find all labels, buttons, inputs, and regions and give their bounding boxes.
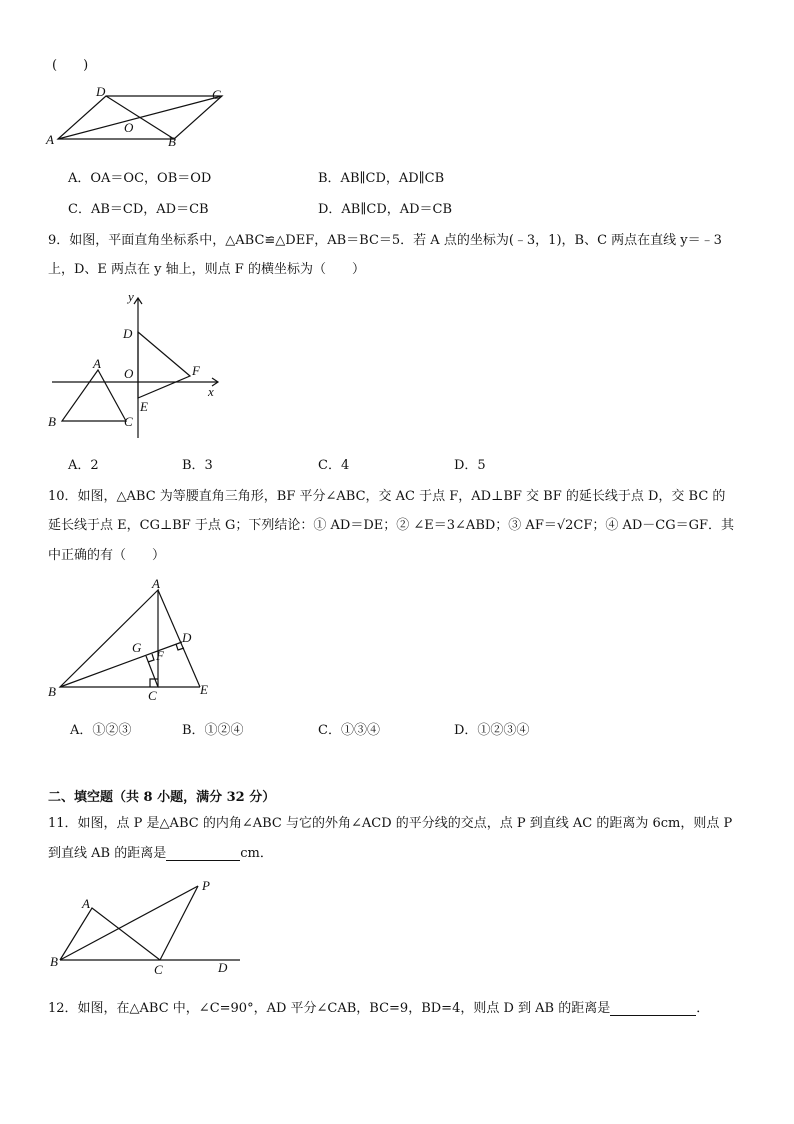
q11-label-p: P xyxy=(202,878,210,893)
q11-line-cp xyxy=(160,886,198,960)
q9-label-b: B xyxy=(48,414,56,429)
q10-label-f: F xyxy=(156,648,164,663)
q8-label-d: D xyxy=(96,84,106,99)
q9-label-y: y xyxy=(128,289,134,304)
q8-parallelogram-figure xyxy=(40,82,240,152)
q9-triangle-def xyxy=(138,332,190,398)
q8-label-b: B xyxy=(168,134,176,149)
q9-option-d[interactable]: D．5 xyxy=(454,458,486,473)
q10-label-d: D xyxy=(182,630,192,645)
q9-option-c[interactable]: C．4 xyxy=(318,458,350,473)
q12-answer-blank[interactable] xyxy=(610,1001,696,1016)
q10-label-e: E xyxy=(200,682,208,697)
q11-label-a: A xyxy=(82,896,90,911)
q10-stem-line1: 10．如图，△ABC 为等腰直角三角形，BF 平分∠ABC，交 AC 于点 F，AD⊥BF 交 BF 的延长线于点 D，交 BC 的 xyxy=(48,489,726,504)
q11-figure xyxy=(40,872,250,982)
q11-stem-prefix: 到直线 AB 的距离是 xyxy=(48,846,167,861)
q8-option-c[interactable]: C．AB＝CD，AD＝CB xyxy=(68,202,209,217)
q9-label-f: F xyxy=(192,363,200,378)
q8-label-a: A xyxy=(46,132,54,147)
q9-label-o: O xyxy=(124,366,134,381)
q11-line-bp xyxy=(60,886,198,960)
q12-stem xyxy=(48,997,709,1016)
q9-label-x: x xyxy=(208,384,214,399)
q10-triangle-abc xyxy=(60,590,158,687)
q11-stem-line2 xyxy=(48,842,273,861)
q10-label-g: G xyxy=(132,640,142,655)
q9-stem-line2: 上，D、E 两点在 y 轴上，则点 F 的横坐标为（ ） xyxy=(48,262,365,277)
q11-label-d: D xyxy=(218,960,228,975)
q9-triangle-abc xyxy=(62,370,126,421)
q8-diagonal-bd xyxy=(106,96,174,139)
q10-stem-line3: 中正确的有（ ） xyxy=(48,548,166,563)
q11-label-c: C xyxy=(154,962,163,977)
q9-option-b[interactable]: B．3 xyxy=(182,458,213,473)
q10-right-angle-g xyxy=(148,654,154,662)
q9-label-e: E xyxy=(140,399,148,414)
q9-label-c: C xyxy=(124,414,133,429)
q8-option-a[interactable]: A．OA＝OC，OB＝OD xyxy=(68,171,212,186)
q8-label-c: C xyxy=(212,87,221,102)
q9-label-a: A xyxy=(93,356,101,371)
q10-option-c[interactable]: C．①③④ xyxy=(318,723,380,738)
q12-stem-suffix: ． xyxy=(696,1001,710,1016)
q9-option-a[interactable]: A．2 xyxy=(68,458,99,473)
q11-stem-suffix: cm． xyxy=(240,846,273,861)
q10-line-ae xyxy=(158,590,200,687)
q8-answer-paren: ( ) xyxy=(52,58,89,73)
q9-label-d: D xyxy=(123,326,133,341)
q8-option-d[interactable]: D．AB∥CD，AD＝CB xyxy=(318,202,453,217)
q12-stem-prefix: 12．如图，在△ABC 中，∠C=90°，AD 平分∠CAB，BC=9，BD=4，则点 D 到 AB 的距离是 xyxy=(48,1001,611,1016)
q10-option-d[interactable]: D．①②③④ xyxy=(454,723,530,738)
section-fill-in-title: 二、填空题（共 8 小题，满分 32 分） xyxy=(48,790,276,805)
q11-label-b: B xyxy=(50,954,58,969)
q8-option-b[interactable]: B．AB∥CD，AD∥CB xyxy=(318,171,445,186)
q10-label-b: B xyxy=(48,684,56,699)
q11-answer-blank[interactable] xyxy=(166,846,240,861)
q9-coordinate-figure xyxy=(40,288,240,438)
q10-option-a[interactable]: A．①②③ xyxy=(70,723,132,738)
q10-option-b[interactable]: B．①②④ xyxy=(182,723,244,738)
q10-triangle-figure xyxy=(40,574,230,704)
q8-label-o: O xyxy=(124,120,134,135)
q9-stem-line1: 9．如图，平面直角坐标系中，△ABC≌△DEF，AB＝BC＝5．若 A 点的坐标为(﹣3，1)，B、C 两点在直线 y＝﹣3 xyxy=(48,233,722,248)
q10-label-a: A xyxy=(152,576,160,591)
q11-stem-line1: 11．如图，点 P 是△ABC 的内角∠ABC 与它的外角∠ACD 的平分线的交点，点 P 到直线 AC 的距离为 6cm，则点 P xyxy=(48,816,733,831)
q10-stem-line2: 延长线于点 E，CG⊥BF 于点 G；下列结论：① AD＝DE；② ∠E＝3∠ABD；③ AF＝√2CF；④ AD－CG＝GF．其 xyxy=(48,518,735,533)
q10-label-c: C xyxy=(148,688,157,703)
